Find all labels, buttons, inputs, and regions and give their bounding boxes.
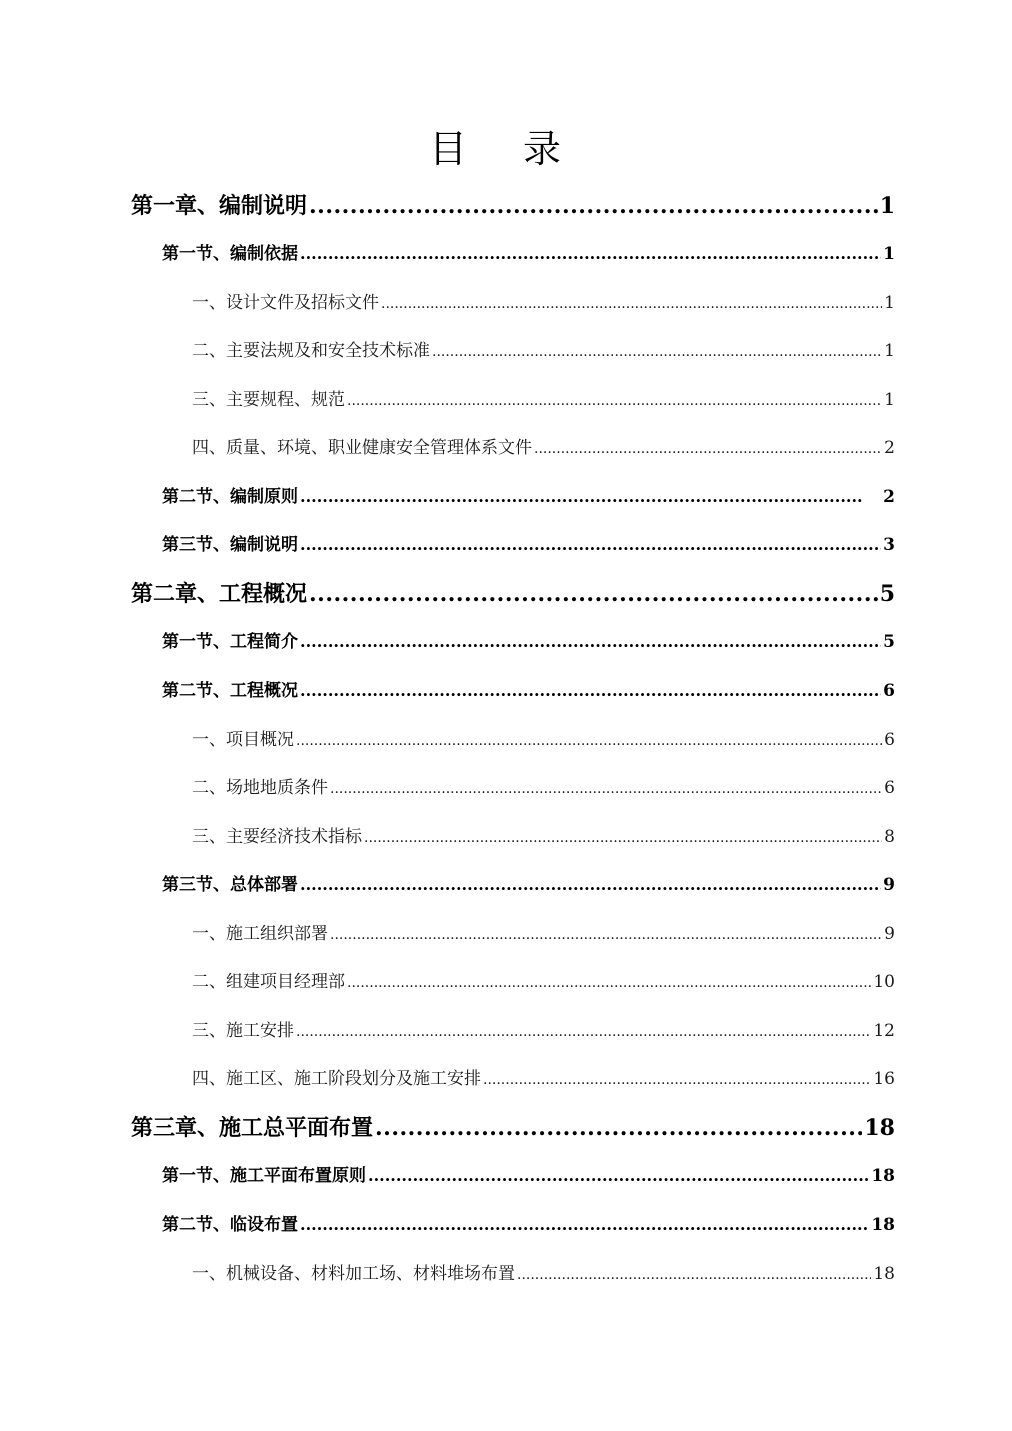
toc-entry-section[interactable] [162, 484, 895, 510]
toc-leader-dots [300, 532, 881, 558]
toc-entry-subsection[interactable] [192, 1066, 895, 1092]
toc-leader-dots [330, 776, 882, 802]
toc-entry-label: 第二节、编制原则 [162, 487, 298, 507]
toc-entry-label: 第三节、总体部署 [162, 875, 298, 895]
toc-leader-dots [347, 970, 871, 996]
toc-leader-dots [381, 291, 882, 317]
toc-leader-dots [432, 339, 882, 365]
toc-entry-label: 第三节、编制说明 [162, 535, 298, 555]
toc-entry-label: 三、主要规程、规范 [192, 390, 345, 410]
toc-entry-label: 二、组建项目经理部 [192, 972, 345, 992]
toc-entry-label: 四、质量、环境、职业健康安全管理体系文件 [192, 438, 532, 458]
toc-entry-label: 二、场地地质条件 [192, 778, 328, 798]
toc-entry-page: 1 [884, 341, 895, 361]
toc-entry-page: 10 [873, 972, 895, 992]
toc-entry-page: 8 [884, 827, 895, 847]
toc-entry-subsection[interactable] [192, 921, 895, 947]
toc-entry-label: 第二节、临设布置 [162, 1215, 298, 1235]
toc-leader-dots [330, 922, 882, 948]
toc-entry-subsection[interactable] [192, 1018, 895, 1044]
toc-entry-subsection[interactable] [192, 387, 895, 413]
toc-entry-page: 18 [871, 1166, 895, 1186]
toc-entry-page: 9 [883, 875, 895, 895]
toc-leader-dots [368, 1163, 869, 1189]
toc-leader-dots [364, 825, 882, 851]
toc-entry-chapter-3[interactable] [131, 1112, 895, 1144]
toc-entry-subsection[interactable] [192, 338, 895, 364]
toc-entry-page: 3 [883, 535, 895, 555]
toc-leader-dots [300, 241, 881, 267]
toc-entry-section[interactable] [162, 1212, 895, 1238]
toc-entry-chapter-2[interactable] [131, 578, 895, 610]
toc-entry-page: 6 [884, 778, 895, 798]
toc-entry-subsection[interactable] [192, 290, 895, 316]
toc-entry-subsection[interactable] [192, 775, 895, 801]
toc-entry-page: 18 [873, 1264, 895, 1284]
toc-leader-dots [375, 1112, 862, 1144]
toc-entry-page: 2 [884, 438, 895, 458]
toc-entry-subsection[interactable] [192, 435, 895, 461]
toc-entry-page: 1 [884, 390, 895, 410]
toc-entry-section[interactable] [162, 1163, 895, 1189]
toc-entry-subsection[interactable] [192, 969, 895, 995]
toc-entry-page: 18 [864, 1115, 895, 1141]
toc-entry-label: 第二节、工程概况 [162, 681, 298, 701]
toc-entry-page: 12 [873, 1021, 895, 1041]
toc-entry-label: 一、设计文件及招标文件 [192, 293, 379, 313]
toc-entry-subsection[interactable] [192, 824, 895, 850]
toc-entry-page: 1 [879, 193, 895, 219]
toc-entry-page: 6 [883, 681, 895, 701]
toc-entry-subsection[interactable] [192, 1261, 895, 1287]
toc-entry-label: 一、机械设备、材料加工场、材料堆场布置 [192, 1264, 515, 1284]
toc-leader-dots [300, 678, 881, 704]
toc-entry-label: 四、施工区、施工阶段划分及施工安排 [192, 1069, 481, 1089]
toc-entry-label: 第一节、施工平面布置原则 [162, 1166, 366, 1186]
toc-leader-dots [309, 190, 878, 222]
toc-leader-dots [309, 578, 878, 610]
toc-entry-chapter-1[interactable] [131, 190, 895, 222]
toc-leader-dots [296, 1019, 871, 1045]
toc-entry-page: 2 [883, 487, 895, 507]
toc-entry-subsection[interactable] [192, 727, 895, 753]
toc-entry-section[interactable] [162, 629, 895, 655]
toc-leader-dots [296, 728, 882, 754]
toc-entry-label: 第三章、施工总平面布置 [131, 1115, 374, 1141]
toc-entry-section[interactable] [162, 532, 895, 558]
toc-entry-page: 16 [873, 1069, 895, 1089]
toc-leader-dots [347, 388, 882, 414]
toc-entry-page: 5 [879, 581, 895, 607]
toc-entry-page: 18 [871, 1215, 895, 1235]
toc-entry-page: 9 [884, 924, 895, 944]
toc-entry-page: 5 [883, 632, 895, 652]
toc-entry-section[interactable] [162, 872, 895, 898]
toc-leader-dots [517, 1262, 871, 1288]
toc-entry-section[interactable] [162, 241, 895, 267]
page-title: 目 录 [428, 127, 584, 171]
toc-entry-label: 三、主要经济技术指标 [192, 827, 362, 847]
toc-entry-label: 一、施工组织部署 [192, 924, 328, 944]
toc-entry-label: 二、主要法规及和安全技术标准 [192, 341, 430, 361]
toc-entry-label: 三、施工安排 [192, 1021, 294, 1041]
toc-leader-dots [483, 1067, 871, 1093]
toc-leader-dots [534, 436, 882, 462]
toc-leader-dots [300, 872, 881, 898]
toc-leader-dots [300, 629, 881, 655]
toc-entry-label: 第一节、编制依据 [162, 244, 298, 264]
toc-entry-page: 1 [884, 293, 895, 313]
toc-entry-label: 第一章、编制说明 [131, 193, 308, 219]
toc-entry-page: 6 [884, 730, 895, 750]
toc-entry-label: 一、项目概况 [192, 730, 294, 750]
toc-entry-section[interactable] [162, 678, 895, 704]
toc-leader-dots [300, 484, 863, 510]
toc-entry-label: 第一节、工程简介 [162, 632, 298, 652]
toc-entry-page: 1 [883, 244, 895, 264]
toc-entry-label: 第二章、工程概况 [131, 581, 308, 607]
toc-leader-dots [300, 1212, 869, 1238]
